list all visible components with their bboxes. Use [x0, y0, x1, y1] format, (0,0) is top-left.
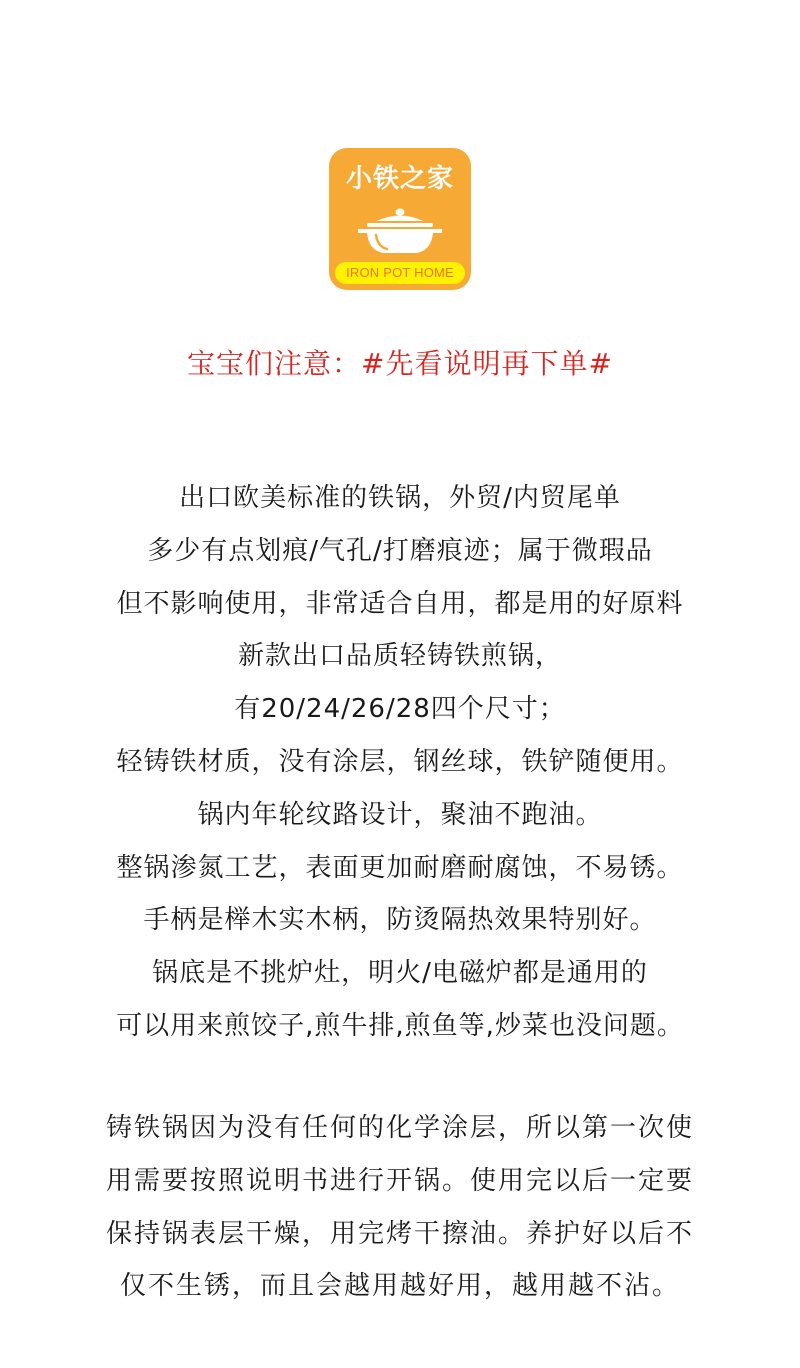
description-line: 但不影响使用，非常适合自用，都是用的好原料 — [116, 588, 684, 619]
care-line: 铸铁锅因为没有任何的化学涂层，所以第一次使 — [105, 1113, 694, 1143]
product-description — [0, 472, 800, 1053]
description-line: 手柄是榉木实木柄，防烫隔热效果特别好。 — [143, 905, 657, 936]
description-line: 新款出口品质轻铸铁煎锅， — [237, 641, 562, 672]
logo-title: 小铁之家 — [345, 164, 454, 194]
description-line: 多少有点划痕/气孔/打磨痕迹；属于微瑕品 — [147, 535, 653, 566]
description-line: 整锅渗氮工艺，表面更加耐磨耐腐蚀，不易锈。 — [116, 852, 684, 883]
brand-logo — [329, 148, 471, 290]
care-line: 用需要按照说明书进行开锅。使用完以后一定要 — [105, 1165, 694, 1196]
pot-icon — [357, 204, 443, 256]
care-line: 仅不生锈，而且会越用越好用，越用越不沾。 — [119, 1271, 680, 1302]
care-instructions — [0, 1102, 800, 1313]
description-line: 锅底是不挑炉灶，明火/电磁炉都是通用的 — [152, 958, 648, 989]
description-line: 锅内年轮纹路设计，聚油不跑油。 — [197, 799, 603, 830]
description-line: 可以用来煎饺子,煎牛排,煎鱼等,炒菜也没问题。 — [116, 1010, 684, 1041]
description-line: 出口欧美标准的铁锅，外贸/内贸尾单 — [179, 483, 621, 513]
description-line: 轻铸铁材质，没有涂层，钢丝球，铁铲随便用。 — [116, 746, 684, 777]
care-line: 保持锅表层干燥，用完烤干擦油。养护好以后不 — [105, 1218, 694, 1249]
logo-subtitle: IRON POT HOME — [335, 262, 465, 284]
description-line: 有20/24/26/28四个尺寸； — [234, 694, 566, 725]
order-notice: 宝宝们注意：#先看说明再下单# — [187, 347, 613, 380]
